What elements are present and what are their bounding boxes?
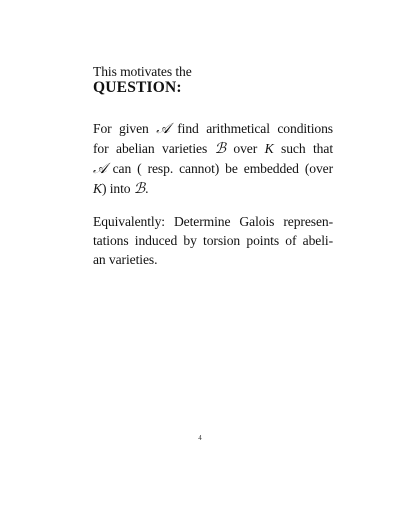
text-run: find arithmetical conditions (169, 121, 333, 136)
math-symbol-a: 𝒜 (156, 121, 170, 137)
text-run: such that (273, 141, 333, 156)
text-run: for abelian varieties (93, 141, 215, 156)
question-line-2 (93, 139, 333, 159)
text-run: over (225, 141, 265, 156)
text-run: ) into (101, 181, 134, 196)
math-symbol-b: ℬ (133, 181, 146, 197)
math-symbol-k: K (264, 141, 274, 156)
intro-line: This motivates the (93, 64, 192, 79)
question-heading: QUESTION: (93, 79, 182, 96)
question-line-3 (93, 159, 333, 179)
text-run: For given (93, 121, 157, 136)
math-symbol-b: ℬ (214, 141, 226, 157)
equivalently-line-1: Equivalently: Determine Galois represen- (93, 214, 333, 229)
text-run: . (145, 181, 149, 196)
math-symbol-k: K (93, 181, 102, 196)
text-run: can ( resp. cannot) be embedded (over (106, 161, 333, 176)
equivalently-paragraph (93, 212, 333, 269)
question-paragraph (93, 119, 333, 199)
math-symbol-a: 𝒜 (93, 161, 107, 177)
question-line-4 (93, 179, 333, 199)
equivalently-line-3: an varieties. (93, 252, 158, 267)
question-line-1 (93, 119, 333, 139)
page-number: 4 (198, 434, 202, 442)
equivalently-line-2: tations induced by torsion points of abeli- (93, 233, 333, 248)
